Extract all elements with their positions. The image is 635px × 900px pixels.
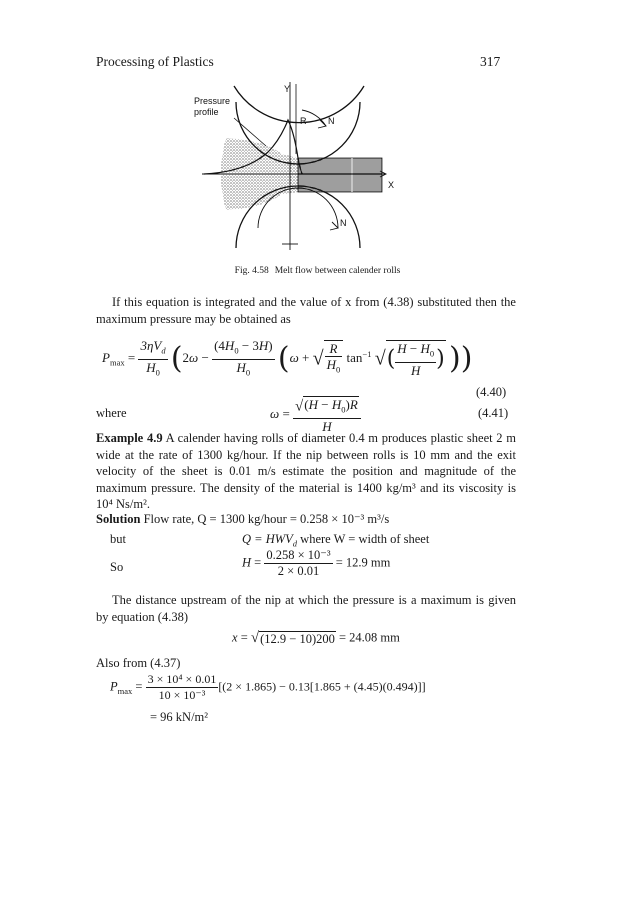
pmax-equation: $P_{max}$ = $\frac{\text{3 × 10⁴ × 0.01}}{\text{10 × 10⁻³}}$ [(2 × 1.865) − 0.13[1.865 + (4.45)(0.494)]] (110, 672, 426, 702)
solution-text: Flow rate, Q = 1300 kg/hour = 0.258 × 10⁻³ m³/s (143, 512, 390, 526)
solution-label: Solution (96, 512, 141, 526)
intro-text: If this equation is integrated and the value of x from (4.38) substituted then the maximum pressure may be obtained as (96, 295, 516, 326)
pmax-numerator: 3 × 10⁴ × 0.01 (147, 672, 217, 686)
pmax-result: = 96 kN/m² (150, 710, 209, 724)
but-equation-tail: where W = width of sheet (297, 532, 430, 546)
distance-text: The distance upstream of the nip at which the pressure is a maximum is given by equation (4.38) (96, 593, 516, 624)
x-equation: x = √(12.9 − 10)200 = 24.08 mm (232, 630, 400, 646)
so-equation-result: = 12.9 mm (332, 555, 391, 570)
x-equation-result: = 24.08 mm (335, 630, 400, 645)
figure-caption (0, 266, 635, 276)
figure-caption-text: Melt flow between calender rolls (274, 266, 401, 276)
figure-caption-number: Fig. 4.58 (234, 266, 269, 276)
running-header-title: Processing of Plastics (96, 54, 214, 69)
radius-label: R (300, 116, 307, 126)
x-axis-label: X (388, 180, 395, 190)
but-equation: $Q = HWV_d$ where W = width of sheet (242, 532, 430, 549)
example-paragraph (96, 430, 516, 513)
also-text: Also from (4.37) (96, 656, 181, 670)
solution-line (96, 511, 516, 528)
but-label: but (110, 532, 126, 546)
upper-roll (234, 86, 364, 123)
so-equation-numerator: 0.258 × 10⁻³ (266, 548, 331, 562)
intro-paragraph (96, 294, 516, 327)
equation-4-41-number: (4.41) (478, 406, 509, 420)
equation-4-41: ω = $\frac{√(H - H_0)R}{H}$ (270, 396, 361, 434)
example-text: A calender having rolls of diameter 0.4 m produces plastic sheet 2 m wide at the rate of 1300 kg/hour. If the nip between rolls is 10 mm and the exit velocity of the sheet is 0.01 m/s estimate the position and magnitude of the maximum pressure. The density of the material is 1400 kg/m³ and its viscosity is 10⁴ Ns/m². (96, 431, 516, 511)
distance-paragraph (96, 592, 516, 625)
equation-4-40: $P_{max}$ = $\frac{3\eta V_d}{H_0}$ (2ω − $\frac{(4H_0 - 3H)}{H_0}$ (ω + √ $\frac{R}{H_0}$ $\tan^{-1}$ √( $\frac{H - H_0}{H}$ ) )) (102, 338, 472, 380)
pmax-denominator: 10 × 10⁻³ (146, 687, 219, 703)
so-equation-denominator: 2 × 0.01 (264, 563, 332, 579)
y-axis-label: Y (284, 84, 291, 94)
x-equation-radicand: (12.9 − 10)200 (260, 631, 335, 646)
so-label: So (110, 560, 124, 574)
so-equation: H = $\frac{\text{0.258 × 10⁻³}}{2 \times 0.01}$ = 12.9 mm (242, 548, 391, 578)
pressure-label: Pressure (194, 96, 231, 106)
profile-label: profile (194, 107, 219, 117)
example-label: Example 4.9 (96, 431, 163, 445)
calender-figure (176, 80, 402, 256)
speed-bottom-label: N (340, 218, 347, 228)
calender-diagram (176, 80, 402, 256)
pmax-tail: [(2 × 1.865) − 0.13[1.865 + (4.45)(0.494)]] (218, 679, 426, 694)
but-equation-main: Q = HWV (242, 532, 293, 546)
speed-top-label: N (328, 116, 335, 126)
equation-4-40-number: (4.40) (476, 385, 507, 399)
where-label: where (96, 406, 127, 420)
page-number: 317 (480, 54, 501, 69)
